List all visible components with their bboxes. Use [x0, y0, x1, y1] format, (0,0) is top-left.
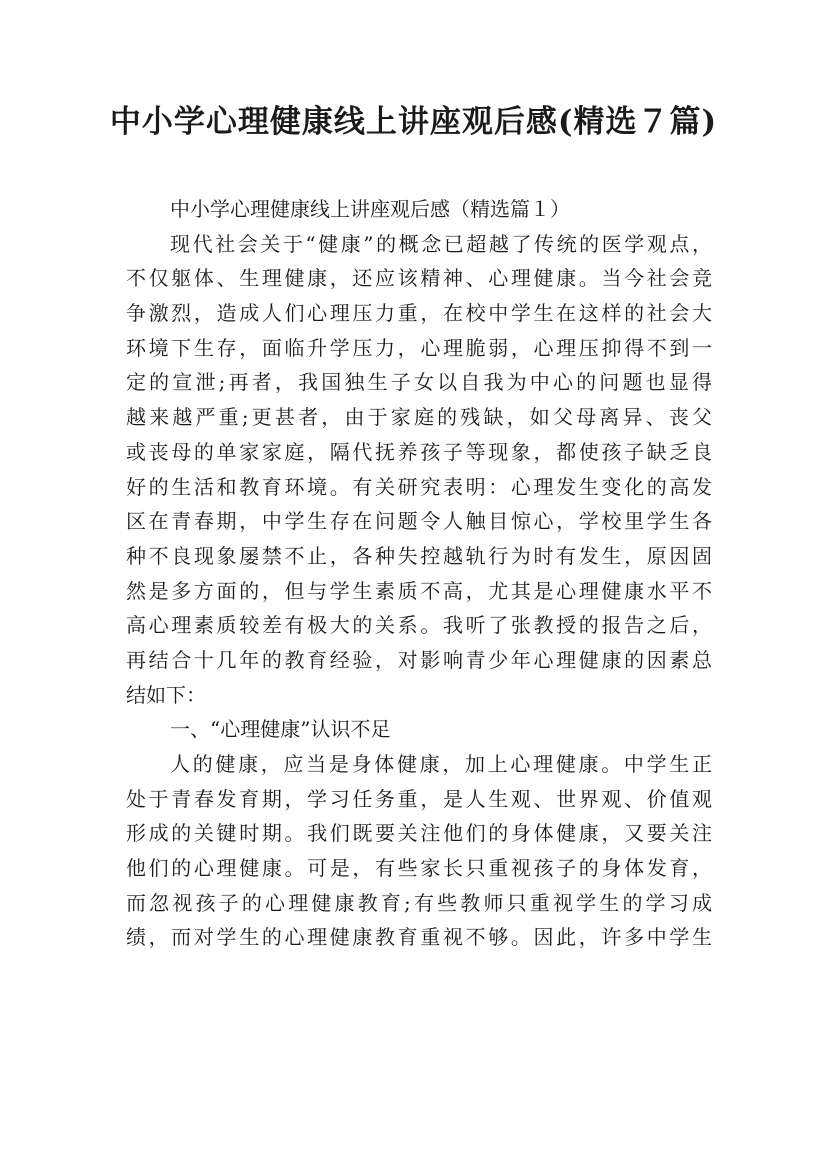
- text-line: 一、“心理健康”认识不足: [170, 717, 391, 742]
- text-line: 高心理素质较差有极大的关系。我听了张教授的报告之后，: [126, 613, 712, 638]
- text-line: 处于青春发育期，学习任务重，是人生观、世界观、价值观: [126, 786, 712, 811]
- text-line: 或丧母的单家家庭，隔代抚养孩子等现象，都使孩子缺乏良: [126, 439, 712, 464]
- text-line: 现代社会关于“健康”的概念已超越了传统的医学观点，: [170, 231, 712, 256]
- text-line: 好的生活和教育环境。有关研究表明：心理发生变化的高发: [126, 474, 712, 499]
- text-line: 定的宣泄;再者，我国独生子女以自我为中心的问题也显得: [126, 370, 712, 395]
- text-line: 争激烈，造成人们心理压力重，在校中学生在这样的社会大: [126, 301, 712, 326]
- document-body: [126, 192, 712, 955]
- text-line: 越来越严重;更甚者，由于家庭的残缺，如父母离异、丧父: [126, 405, 712, 430]
- text-line: 区在青春期，中学生存在问题令人触目惊心，学校里学生各: [126, 509, 712, 534]
- text-line: 形成的关键时期。我们既要关注他们的身体健康，又要关注: [126, 821, 712, 846]
- text-line: 结如下：: [126, 682, 206, 707]
- text-line: 中小学心理健康线上讲座观后感（精选篇１）: [170, 197, 570, 221]
- text-line: 而忽视孩子的心理健康教育;有些教师只重视学生的学习成: [126, 890, 712, 915]
- text-line: 再结合十几年的教育经验，对影响青少年心理健康的因素总: [126, 647, 712, 672]
- text-line: 环境下生存，面临升学压力，心理脆弱，心理压抑得不到一: [126, 335, 712, 360]
- text-line: 他们的心理健康。可是，有些家长只重视孩子的身体发育，: [126, 856, 712, 881]
- text-line: 然是多方面的，但与学生素质不高，尤其是心理健康水平不: [126, 578, 712, 603]
- text-line: 人的健康，应当是身体健康，加上心理健康。中学生正: [170, 752, 712, 776]
- text-line: 绩，而对学生的心理健康教育重视不够。因此，许多中学生: [126, 925, 712, 950]
- text-line: 不仅躯体、生理健康，还应该精神、心理健康。当今社会竞: [126, 266, 712, 291]
- text-line: 种不良现象屡禁不止，各种失控越轨行为时有发生，原因固: [126, 543, 712, 568]
- document-title: 中小学心理健康线上讲座观后感(精选７篇): [109, 104, 718, 140]
